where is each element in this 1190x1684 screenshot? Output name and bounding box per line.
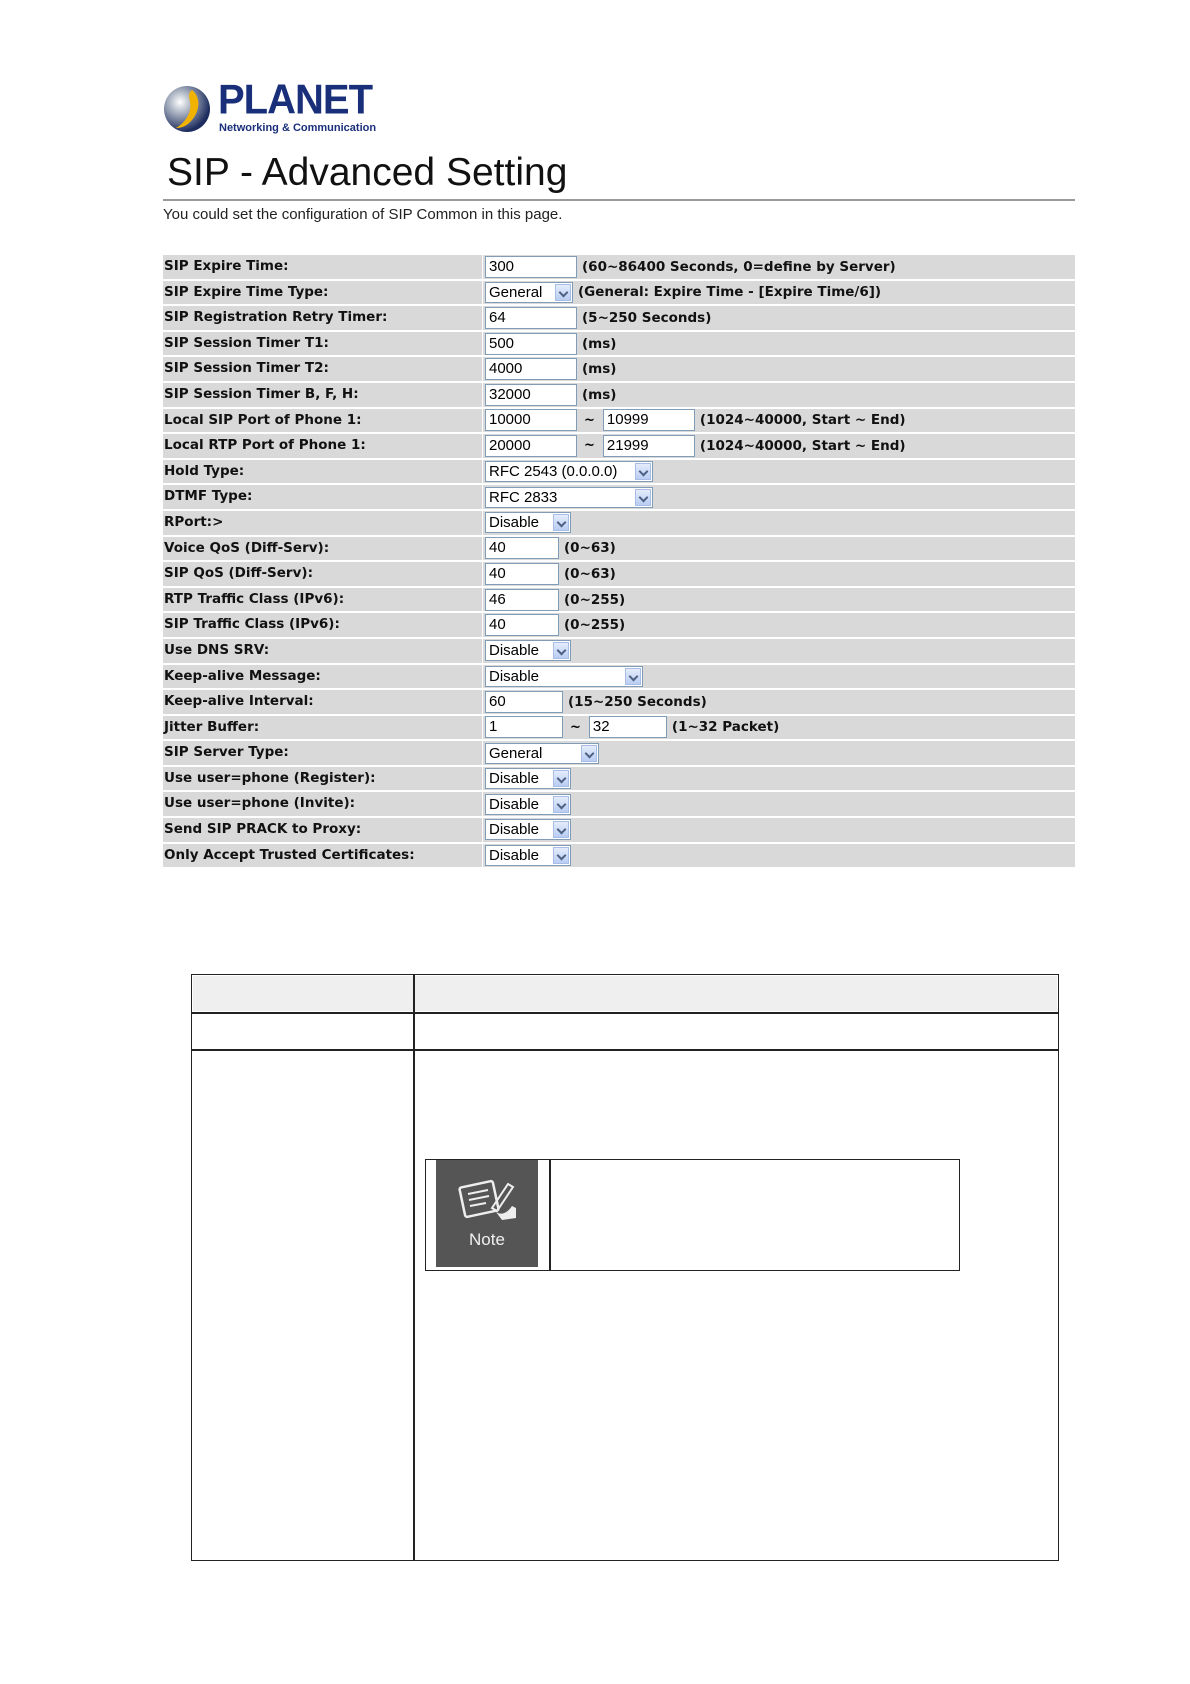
setting-hint: (ms) xyxy=(582,361,617,378)
setting-row-sip-traffic-class xyxy=(163,613,1075,639)
sip-traffic-class-input[interactable]: 40 xyxy=(485,614,559,636)
setting-row-local-rtp-port xyxy=(163,434,1075,460)
setting-label: DTMF Type: xyxy=(163,485,482,509)
setting-row-sip-expire-time-type xyxy=(163,281,1075,307)
note-box xyxy=(425,1159,960,1271)
chevron-down-icon[interactable] xyxy=(625,668,641,685)
select-value: RFC 2833 xyxy=(489,488,558,506)
sip-expire-time-type-select[interactable] xyxy=(485,282,573,303)
range-separator: ~ xyxy=(570,719,581,735)
setting-row-sip-qos xyxy=(163,562,1075,588)
select-value: General xyxy=(489,744,543,762)
page-title: SIP - Advanced Setting xyxy=(167,151,568,194)
setting-label: SIP Expire Time: xyxy=(163,255,482,279)
sip-expire-time-input[interactable]: 300 xyxy=(485,256,577,278)
local-sip-port-start-input[interactable]: 10000 xyxy=(485,409,577,431)
setting-hint: (5~250 Seconds) xyxy=(582,309,712,326)
range-separator: ~ xyxy=(584,438,595,454)
setting-row-user-phone-register xyxy=(163,767,1075,793)
setting-hint: (1024~40000, Start ~ End) xyxy=(699,412,906,429)
setting-row-keep-alive-interval xyxy=(163,690,1075,716)
setting-row-sip-registration-retry-timer xyxy=(163,306,1075,332)
setting-label: SIP Registration Retry Timer: xyxy=(163,306,482,330)
setting-label: Use user=phone (Register): xyxy=(163,767,482,791)
select-value: General xyxy=(489,283,543,301)
select-value: Disable xyxy=(489,667,540,685)
setting-label: SIP Traffic Class (IPv6): xyxy=(163,613,482,637)
setting-label: Keep-alive Message: xyxy=(163,665,482,689)
setting-label: RTP Traffic Class (IPv6): xyxy=(163,588,482,612)
setting-label: Use DNS SRV: xyxy=(163,639,482,663)
planet-logo xyxy=(162,76,377,136)
brand-tagline: Networking & Communication xyxy=(219,122,377,134)
select-value: Disable xyxy=(489,821,540,839)
chevron-down-icon[interactable] xyxy=(553,642,569,659)
sip-session-timer-bfh-input[interactable]: 32000 xyxy=(485,384,577,406)
setting-hint: (ms) xyxy=(582,386,617,403)
chevron-down-icon[interactable] xyxy=(635,463,651,480)
setting-label: SIP QoS (Diff-Serv): xyxy=(163,562,482,586)
setting-label: Send SIP PRACK to Proxy: xyxy=(163,818,482,842)
setting-row-trusted-certificates xyxy=(163,844,1075,870)
select-value: RFC 2543 (0.0.0.0) xyxy=(489,463,618,481)
setting-label: SIP Session Timer T1: xyxy=(163,332,482,356)
setting-row-local-sip-port xyxy=(163,409,1075,435)
setting-row-rport xyxy=(163,511,1075,537)
chevron-down-icon[interactable] xyxy=(553,770,569,787)
rport-select[interactable] xyxy=(485,512,571,533)
hold-type-select[interactable] xyxy=(485,461,653,482)
row-divider xyxy=(191,1012,1059,1014)
setting-row-sip-session-timer-t2 xyxy=(163,357,1075,383)
setting-hint: (0~63) xyxy=(564,565,616,582)
jitter-buffer-max-input[interactable]: 32 xyxy=(589,716,667,738)
setting-label: SIP Session Timer B, F, H: xyxy=(163,383,482,407)
select-value: Disable xyxy=(489,770,540,788)
select-value: Disable xyxy=(489,795,540,813)
local-rtp-port-end-input[interactable]: 21999 xyxy=(603,435,695,457)
sip-server-type-select[interactable] xyxy=(485,743,599,764)
range-separator: ~ xyxy=(584,412,595,428)
jitter-buffer-min-input[interactable]: 1 xyxy=(485,716,563,738)
use-dns-srv-select[interactable] xyxy=(485,640,571,661)
dtmf-type-select[interactable] xyxy=(485,487,653,508)
sip-qos-input[interactable]: 40 xyxy=(485,563,559,585)
setting-label: RPort:> xyxy=(163,511,482,535)
setting-label: Keep-alive Interval: xyxy=(163,690,482,714)
note-icon xyxy=(436,1160,538,1267)
rtp-traffic-class-input[interactable]: 46 xyxy=(485,589,559,611)
notepad-pen-icon xyxy=(458,1178,518,1226)
select-value: Disable xyxy=(489,514,540,532)
setting-row-dtmf-type xyxy=(163,485,1075,511)
setting-hint: (0~255) xyxy=(564,591,626,608)
keep-alive-message-select[interactable] xyxy=(485,666,643,687)
setting-label: Local SIP Port of Phone 1: xyxy=(163,409,482,433)
setting-label: SIP Expire Time Type: xyxy=(163,281,482,305)
sip-session-timer-t2-input[interactable]: 4000 xyxy=(485,358,577,380)
setting-hint: (60~86400 Seconds, 0=define by Server) xyxy=(582,258,896,275)
setting-row-sip-expire-time xyxy=(163,255,1075,281)
note-label: Note xyxy=(469,1230,505,1249)
setting-label: SIP Session Timer T2: xyxy=(163,357,482,381)
local-rtp-port-start-input[interactable]: 20000 xyxy=(485,435,577,457)
setting-label: Use user=phone (Invite): xyxy=(163,792,482,816)
select-value: Disable xyxy=(489,642,540,660)
description-table xyxy=(191,974,1059,1561)
setting-label: Only Accept Trusted Certificates: xyxy=(163,844,482,868)
setting-label: Voice QoS (Diff-Serv): xyxy=(163,537,482,561)
keep-alive-interval-input[interactable]: 60 xyxy=(485,691,563,713)
setting-hint: (General: Expire Time - [Expire Time/6]) xyxy=(578,284,882,301)
chevron-down-icon[interactable] xyxy=(553,821,569,838)
setting-row-send-sip-prack xyxy=(163,818,1075,844)
setting-hint: (0~255) xyxy=(564,617,626,634)
globe-icon xyxy=(162,84,212,134)
title-divider xyxy=(163,199,1075,201)
trusted-certificates-select[interactable] xyxy=(485,845,571,866)
local-sip-port-end-input[interactable]: 10999 xyxy=(603,409,695,431)
user-phone-register-select[interactable] xyxy=(485,768,571,789)
settings-form xyxy=(163,255,1075,869)
setting-hint: (ms) xyxy=(582,335,617,352)
chevron-down-icon[interactable] xyxy=(581,745,597,762)
page-description: You could set the configuration of SIP Common in this page. xyxy=(163,206,563,223)
send-sip-prack-select[interactable] xyxy=(485,819,571,840)
setting-row-rtp-traffic-class xyxy=(163,588,1075,614)
setting-row-sip-server-type xyxy=(163,741,1075,767)
setting-row-keep-alive-message xyxy=(163,665,1075,691)
setting-row-sip-session-timer-bfh xyxy=(163,383,1075,409)
setting-row-use-dns-srv xyxy=(163,639,1075,665)
setting-row-sip-session-timer-t1 xyxy=(163,332,1075,358)
setting-row-hold-type xyxy=(163,460,1075,486)
voice-qos-input[interactable]: 40 xyxy=(485,537,559,559)
setting-label: Local RTP Port of Phone 1: xyxy=(163,434,482,458)
chevron-down-icon[interactable] xyxy=(555,284,571,301)
setting-hint: (1024~40000, Start ~ End) xyxy=(699,437,906,454)
setting-hint: (1~32 Packet) xyxy=(671,719,780,736)
chevron-down-icon[interactable] xyxy=(553,847,569,864)
note-divider xyxy=(549,1160,551,1270)
column-divider xyxy=(413,974,415,1561)
row-divider xyxy=(191,1049,1059,1051)
setting-row-user-phone-invite xyxy=(163,792,1075,818)
chevron-down-icon[interactable] xyxy=(553,796,569,813)
chevron-down-icon[interactable] xyxy=(635,489,651,506)
sip-registration-retry-timer-input[interactable]: 64 xyxy=(485,307,577,329)
brand-name: PLANET xyxy=(218,76,372,124)
setting-label: Hold Type: xyxy=(163,460,482,484)
setting-row-jitter-buffer xyxy=(163,716,1075,742)
setting-label: Jitter Buffer: xyxy=(163,716,482,740)
chevron-down-icon[interactable] xyxy=(553,514,569,531)
sip-session-timer-t1-input[interactable]: 500 xyxy=(485,333,577,355)
setting-hint: (15~250 Seconds) xyxy=(568,693,707,710)
setting-row-voice-qos xyxy=(163,537,1075,563)
setting-hint: (0~63) xyxy=(564,540,616,557)
select-value: Disable xyxy=(489,846,540,864)
setting-label: SIP Server Type: xyxy=(163,741,482,765)
user-phone-invite-select[interactable] xyxy=(485,794,571,815)
